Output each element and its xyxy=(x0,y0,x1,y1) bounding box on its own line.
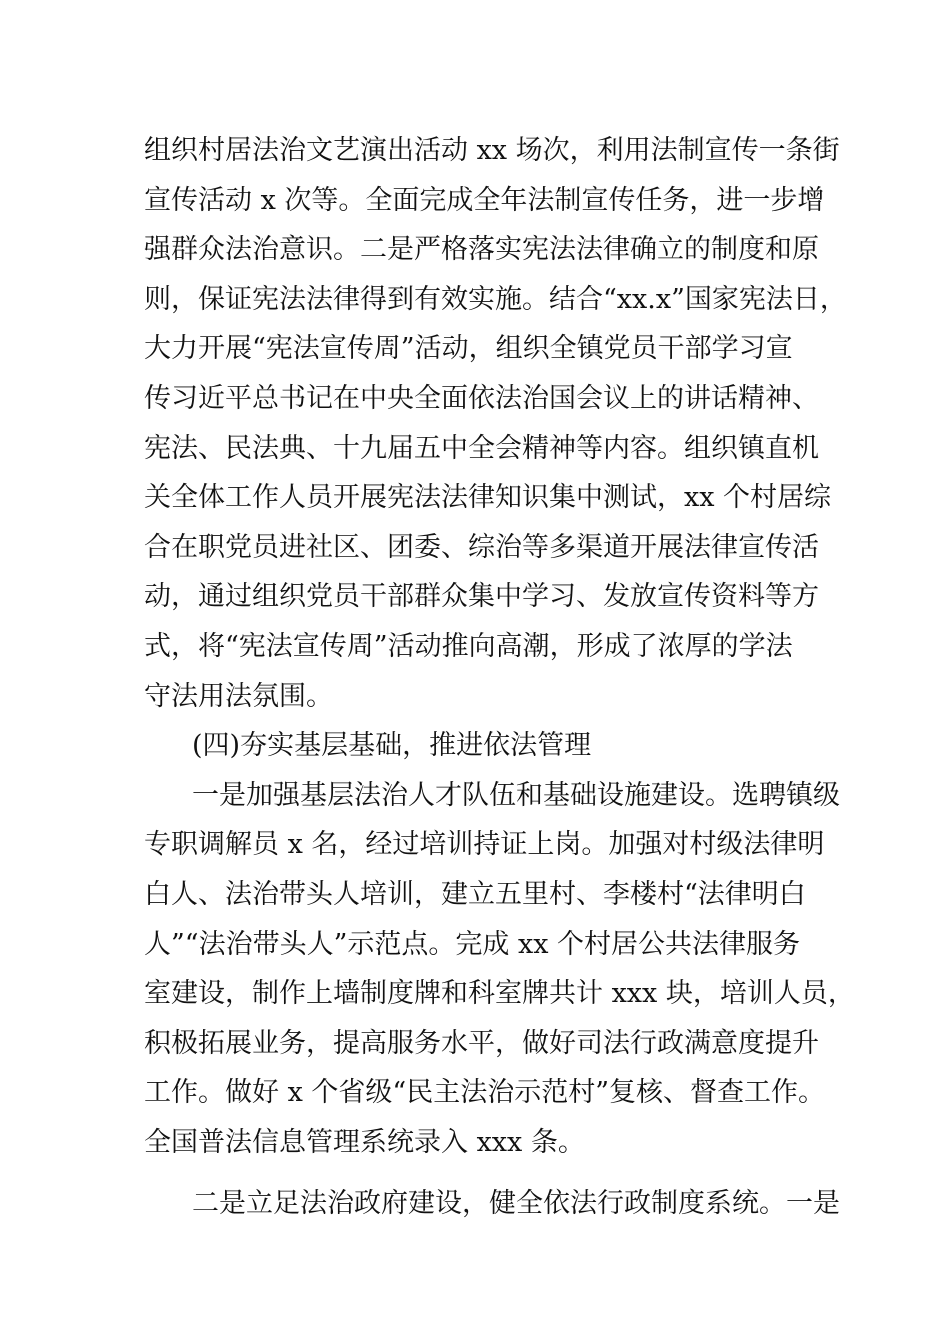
text-line: 宣传活动 x 次等。全面完成全年法制宣传任务，进一步增 xyxy=(144,184,825,216)
text-line: 动，通过组织党员干部群众集中学习、发放宣传资料等方 xyxy=(144,581,819,613)
text-line: 白人、法治带头人培训，建立五里村、李楼村“法律明白 xyxy=(144,878,806,910)
text-line: 组织村居法治文艺演出活动 xx 场次，利用法制宣传一条街 xyxy=(144,135,840,166)
section-heading: (四)夯实基层基础，推进依法管理 xyxy=(192,730,592,762)
text-line: 守法用法氛围。 xyxy=(144,680,333,712)
text-line: 则，保证宪法法律得到有效实施。结合“xx.x”国家宪法日， xyxy=(144,283,847,315)
text-line: 大力开展“宪法宣传周”活动，组织全镇党员干部学习宣 xyxy=(144,333,793,365)
text-line: 室建设，制作上墙制度牌和科室牌共计 xxx 块，培训人员， xyxy=(144,978,855,1010)
text-line: 工作。做好 x 个省级“民主法治示范村”复核、督查工作。 xyxy=(144,1077,825,1109)
text-line: 强群众法治意识。二是严格落实宪法法律确立的制度和原 xyxy=(144,234,819,266)
text-line: 合在职党员进社区、团委、综治等多渠道开展法律宣传活 xyxy=(144,531,819,563)
text-line: 一是加强基层法治人才队伍和基础设施建设。选聘镇级 xyxy=(192,779,840,811)
paragraph-gap xyxy=(144,1167,824,1179)
text-line: 专职调解员 x 名，经过培训持证上岗。加强对村级法律明 xyxy=(144,829,825,861)
text-line: 人”“法治带头人”示范点。完成 xx 个村居公共法律服务 xyxy=(144,928,801,960)
text-line: 传习近平总书记在中央全面依法治国会议上的讲话精神、 xyxy=(144,382,819,414)
text-line: 式，将“宪法宣传周”活动推向高潮，形成了浓厚的学法 xyxy=(144,630,793,662)
text-line: 关全体工作人员开展宪法法律知识集中测试，xx 个村居综 xyxy=(144,482,832,514)
body-text xyxy=(144,126,855,1229)
text-line: 积极拓展业务，提高服务水平，做好司法行政满意度提升 xyxy=(144,1027,819,1059)
text-line: 二是立足法治政府建设，健全依法行政制度系统。一是 xyxy=(192,1188,840,1220)
text-line: 宪法、民法典、十九届五中全会精神等内容。组织镇直机 xyxy=(144,432,819,464)
text-line: 全国普法信息管理系统录入 xxx 条。 xyxy=(144,1126,585,1158)
